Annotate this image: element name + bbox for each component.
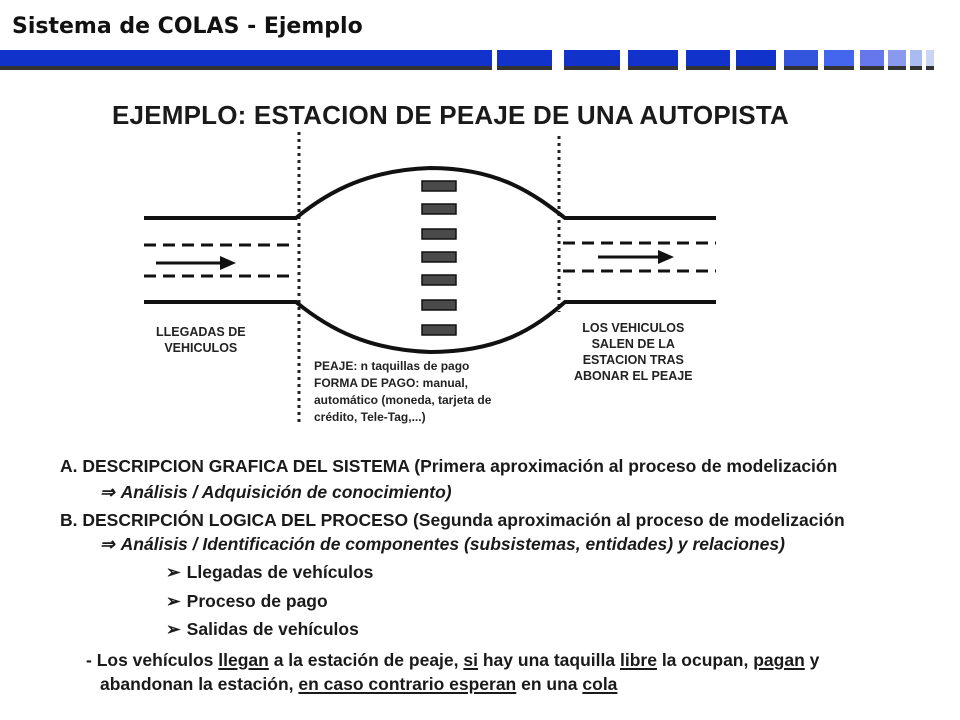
item-a: A. DESCRIPCION GRAFICA DEL SISTEMA (Primera aproximación al proceso de modelización (60, 456, 838, 476)
diagram-heading: EJEMPLO: ESTACION DE PEAJE DE UNA AUTOPISTA (112, 100, 789, 130)
toll-booth (422, 300, 456, 310)
bullet-item: ➢ Salidas de vehículos (166, 619, 359, 639)
toll-booth (422, 229, 456, 239)
toll-booth (422, 252, 456, 262)
arrival-arrow-icon (156, 256, 236, 270)
keyword-llegan: llegan (218, 650, 269, 670)
implies-arrow-icon: ⇒ (100, 482, 115, 502)
final-sentence-line-2: abandonan la estación, en caso contrario esperan en una cola (100, 674, 618, 694)
final-sentence-line-1: - Los vehículos llegan a la estación de peaje, si hay una taquilla libre la ocupan, pagan y (86, 650, 820, 670)
toll-booth (422, 325, 456, 335)
bullet-arrow-icon: ➢ (166, 562, 181, 582)
keyword-si: si (463, 650, 478, 670)
departures-label: LOS VEHICULOS SALEN DE LA ESTACION TRAS ABONAR EL PEAJE (574, 321, 693, 383)
toll-booth (422, 204, 456, 214)
bullet-item: ➢ Proceso de pago (166, 591, 328, 611)
slide-title: Sistema de COLAS - Ejemplo (12, 14, 363, 39)
keyword-pagan: pagan (753, 650, 805, 670)
bullet-item: ➢ Llegadas de vehículos (166, 562, 374, 582)
bullet-arrow-icon: ➢ (166, 591, 181, 611)
item-b-sub: ⇒ Análisis / Identificación de componentes (subsistemas, entidades) y relaciones) (100, 534, 785, 554)
arrivals-label: LLEGADAS DE VEHICULOS (156, 325, 246, 355)
item-b: B. DESCRIPCIÓN LOGICA DEL PROCESO (Segunda aproximación al proceso de modelización (60, 510, 845, 530)
keyword-libre: libre (619, 650, 657, 670)
bullet-arrow-icon: ➢ (166, 619, 181, 639)
toll-booths (422, 181, 456, 335)
toll-booth (422, 181, 456, 191)
item-a-sub: ⇒ Análisis / Adquisición de conocimiento) (100, 482, 452, 502)
keyword-cola: cola (582, 674, 618, 694)
toll-description-label: PEAJE: n taquillas de pago FORMA DE PAGO: manual, automático (moneda, tarjeta de crédito, Tele-Tag,...) (314, 359, 492, 424)
toll-booth (422, 275, 456, 285)
implies-arrow-icon: ⇒ (100, 534, 115, 554)
departure-arrow-icon (598, 250, 674, 264)
keyword-espera: en caso contrario esperan (298, 674, 517, 694)
